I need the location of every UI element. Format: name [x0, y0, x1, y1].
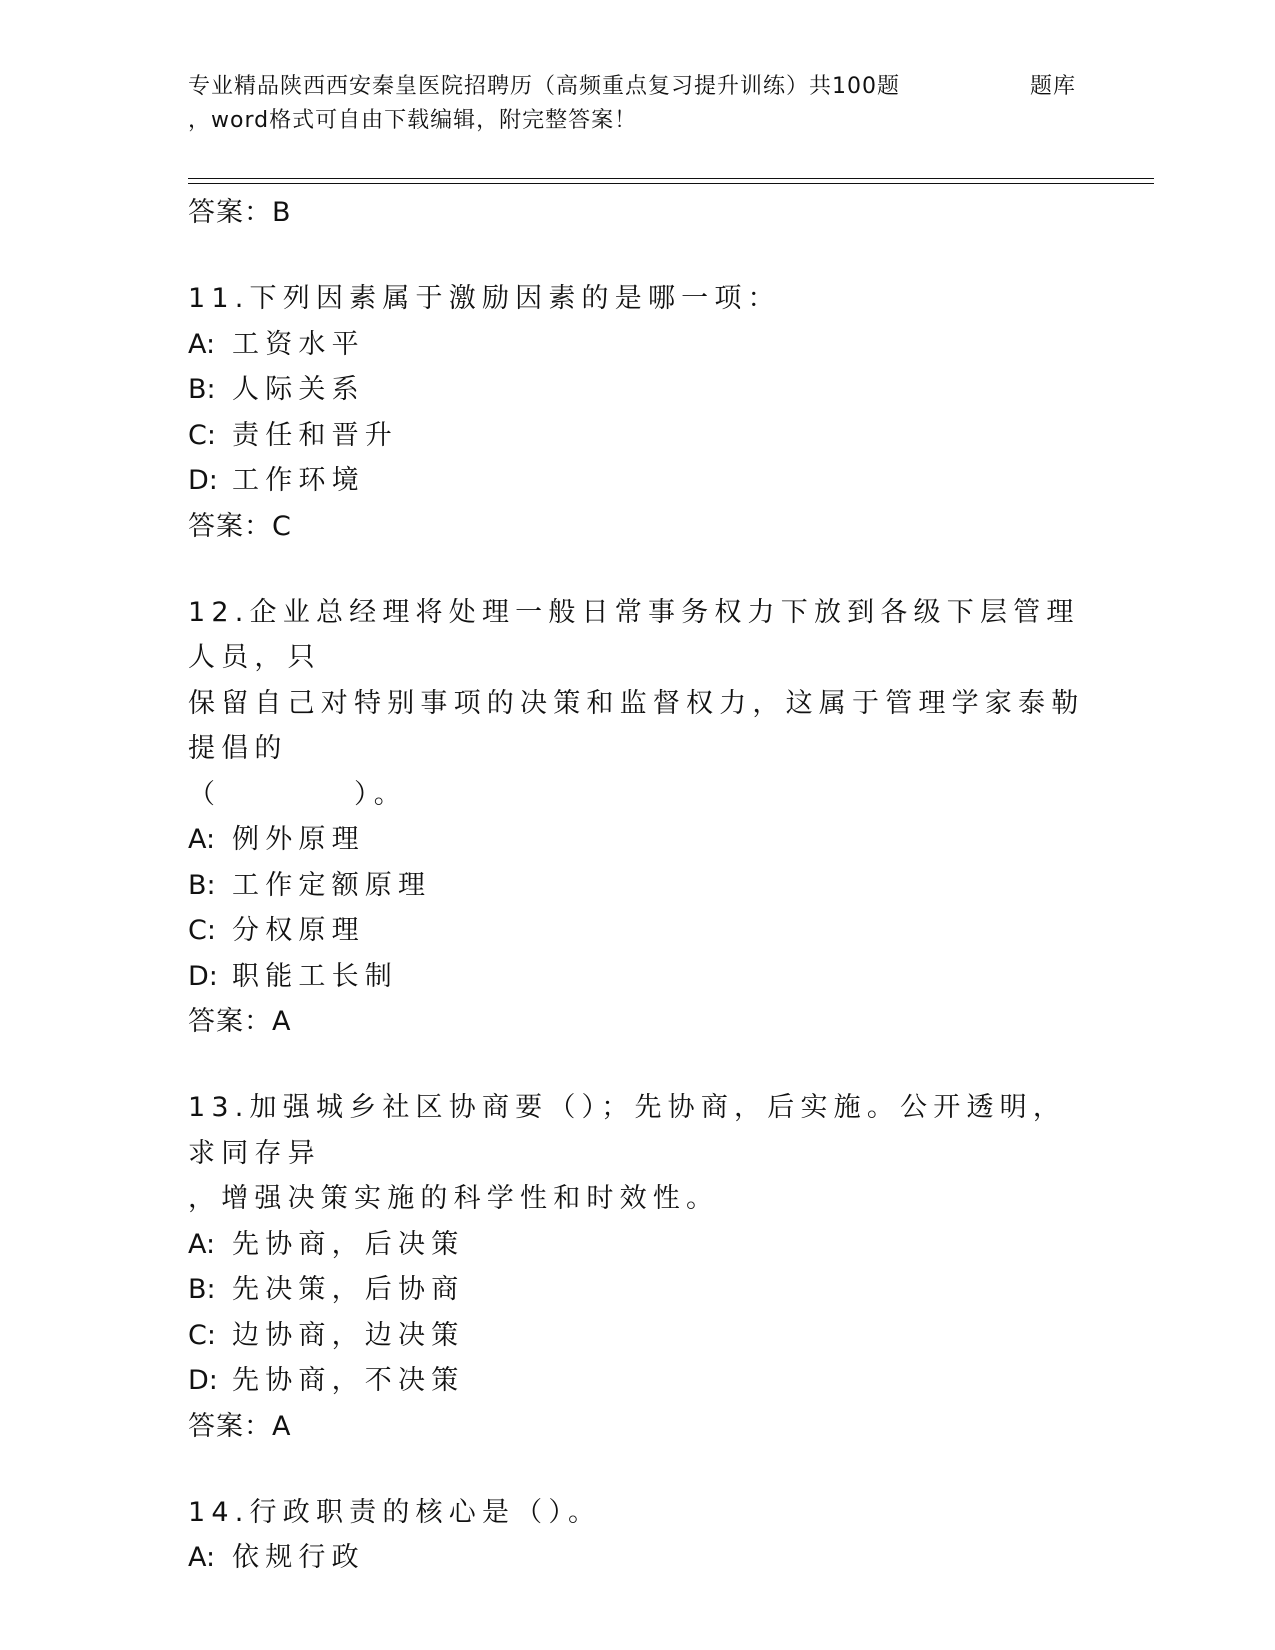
option-letter: A: — [188, 824, 216, 855]
document-body — [188, 190, 1088, 1581]
question-stem — [188, 1085, 1088, 1222]
option-text: 先协商，不决策 — [232, 1365, 465, 1396]
option-letter: B: — [188, 1274, 216, 1305]
option-text: 工资水平 — [232, 328, 365, 360]
option-text: 工作定额原理 — [232, 869, 432, 901]
option-c — [188, 1313, 1088, 1359]
option-text: 先决策，后协商 — [232, 1274, 465, 1305]
option-text: 先协商，后决策 — [232, 1228, 465, 1260]
question-answer: 答案：A — [188, 1006, 292, 1037]
option-letter: D: — [188, 1365, 218, 1396]
question-stem-line: 14.行政职责的核心是（）。 — [188, 1496, 602, 1528]
question-stem-line: 12.企业总经理将处理一般日常事务权力下放到各级下层管理人员，只 — [188, 596, 1080, 673]
option-d — [188, 458, 1088, 504]
header-divider-bottom — [188, 183, 1154, 184]
question-stem-line: ，增强决策实施的科学性和时效性。 — [188, 1183, 720, 1214]
question-stem-line: 11.下列因素属于激励因素的是哪一项： — [188, 283, 781, 314]
question-stem-line: （ ）。 — [188, 778, 407, 810]
option-text: 人际关系 — [232, 374, 365, 405]
header-title-line: 专业精品陕西西安秦皇医院招聘历（高频重点复习提升训练）共100题 — [188, 74, 900, 99]
option-b — [188, 367, 1088, 413]
document-header — [188, 70, 1088, 138]
header-tag: 题库 — [1030, 74, 1077, 99]
option-text: 责任和晋升 — [232, 419, 398, 451]
question-13 — [188, 1085, 1088, 1450]
question-answer: 答案：C — [188, 510, 292, 542]
question-11 — [188, 276, 1088, 550]
option-text: 依规行政 — [232, 1542, 365, 1573]
option-letter: A: — [188, 1228, 216, 1260]
option-letter: D: — [188, 960, 218, 992]
question-answer: 答案：A — [188, 1410, 292, 1442]
option-a — [188, 817, 1088, 863]
option-c — [188, 413, 1088, 459]
option-letter: A: — [188, 328, 216, 360]
option-letter: A: — [188, 1542, 216, 1573]
option-letter: D: — [188, 465, 218, 496]
option-text: 分权原理 — [232, 915, 365, 946]
question-14 — [188, 1490, 1088, 1581]
option-letter: C: — [188, 419, 216, 451]
header-subtitle-line: ，word格式可自由下载编辑，附完整答案！ — [188, 108, 638, 133]
option-letter: C: — [188, 915, 216, 946]
option-letter: B: — [188, 869, 216, 901]
option-b — [188, 863, 1088, 909]
question-12 — [188, 590, 1088, 1046]
question-stem — [188, 590, 1088, 818]
option-a — [188, 322, 1088, 368]
option-text: 职能工长制 — [232, 960, 398, 992]
question-stem-line: 保留自己对特别事项的决策和监督权力，这属于管理学家泰勒提倡的 — [188, 687, 1085, 764]
header-divider-top — [188, 178, 1154, 179]
option-a — [188, 1222, 1088, 1268]
question-stem-line: 13.加强城乡社区协商要（）；先协商，后实施。公开透明，求同存异 — [188, 1092, 1067, 1169]
previous-answer: 答案：B — [188, 197, 292, 228]
option-text: 例外原理 — [232, 824, 365, 855]
option-text: 边协商，边决策 — [232, 1319, 465, 1351]
option-b — [188, 1267, 1088, 1313]
option-a — [188, 1535, 1088, 1581]
option-text: 工作环境 — [232, 465, 365, 496]
question-stem — [188, 1490, 1088, 1536]
option-d — [188, 1358, 1088, 1404]
option-letter: C: — [188, 1319, 216, 1351]
option-d — [188, 954, 1088, 1000]
option-c — [188, 908, 1088, 954]
option-letter: B: — [188, 374, 216, 405]
question-stem — [188, 276, 1088, 322]
